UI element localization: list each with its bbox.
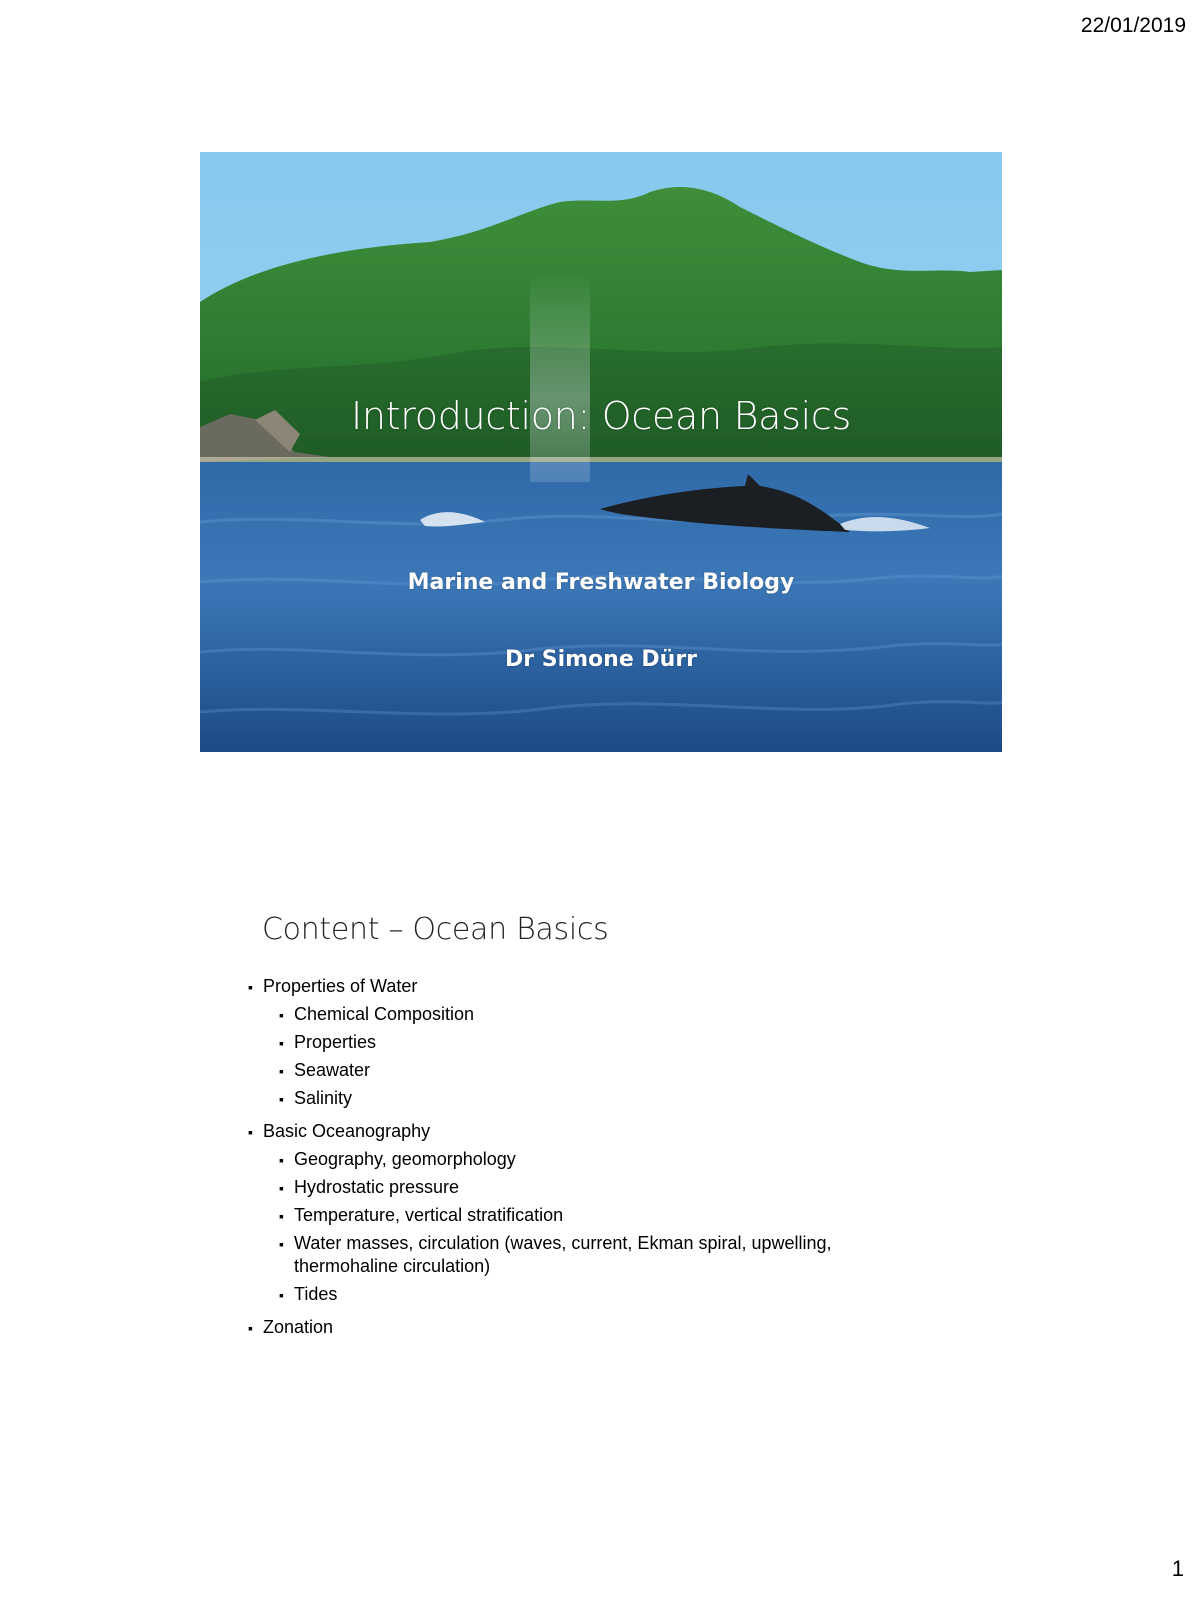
author-name: Dr Simone Dürr [504, 647, 698, 672]
bullet-icon: ▪ [279, 1236, 284, 1252]
sub-list-item-label: Seawater [294, 1060, 371, 1080]
sub-list [279, 1001, 948, 1113]
sub-list-item [279, 1230, 948, 1281]
document-date: 22/01/2019 [1080, 14, 1186, 37]
content-slide-title: Content – Ocean Basics [262, 912, 609, 947]
bullet-icon: ▪ [279, 1208, 284, 1224]
bullet-icon: ▪ [279, 1180, 284, 1196]
list-item-label: Zonation [263, 1317, 334, 1337]
slide-subtitle: Marine and Freshwater Biology [407, 570, 795, 595]
bullet-icon: ▪ [279, 1063, 284, 1079]
list-item [248, 1117, 948, 1309]
sub-list-item-label: Chemical Composition [294, 1004, 475, 1024]
bullet-icon: ▪ [248, 979, 253, 995]
content-list [248, 972, 948, 1346]
bullet-icon: ▪ [279, 1152, 284, 1168]
sub-list-item-label: Properties [294, 1032, 377, 1052]
sub-list-item-label: Water masses, circulation (waves, current, Ekman spiral, upwelling, thermohaline circulation) [294, 1233, 832, 1276]
sub-list [279, 1146, 948, 1309]
sub-list-item [279, 1174, 948, 1202]
sub-list-item-label: Hydrostatic pressure [294, 1177, 460, 1197]
sub-list-item-label: Temperature, vertical stratification [294, 1205, 564, 1225]
bullet-icon: ▪ [248, 1124, 253, 1140]
sub-list-item-label: Geography, geomorphology [294, 1149, 516, 1169]
sub-list-item [279, 1085, 948, 1113]
sub-list-item [279, 1281, 948, 1309]
bullet-icon: ▪ [279, 1007, 284, 1023]
list-item-label: Properties of Water [263, 976, 418, 996]
bullet-icon: ▪ [279, 1091, 284, 1107]
sub-list-item [279, 1057, 948, 1085]
list-item [248, 1313, 948, 1342]
sub-list-item [279, 1202, 948, 1230]
sub-list-item-label: Salinity [294, 1088, 353, 1108]
title-slide [200, 152, 1002, 752]
sub-list-item [279, 1146, 948, 1174]
bullet-icon: ▪ [248, 1320, 253, 1336]
bullet-icon: ▪ [279, 1287, 284, 1303]
list-item [248, 972, 948, 1113]
list-item-label: Basic Oceanography [263, 1121, 431, 1141]
slide-title: Introduction: Ocean Basics [350, 394, 852, 438]
bullet-icon: ▪ [279, 1035, 284, 1051]
sub-list-item [279, 1001, 948, 1029]
sub-list-item [279, 1029, 948, 1057]
sub-list-item-label: Tides [294, 1284, 338, 1304]
content-slide [200, 900, 1002, 1500]
page-number: 1 [1171, 1556, 1184, 1581]
